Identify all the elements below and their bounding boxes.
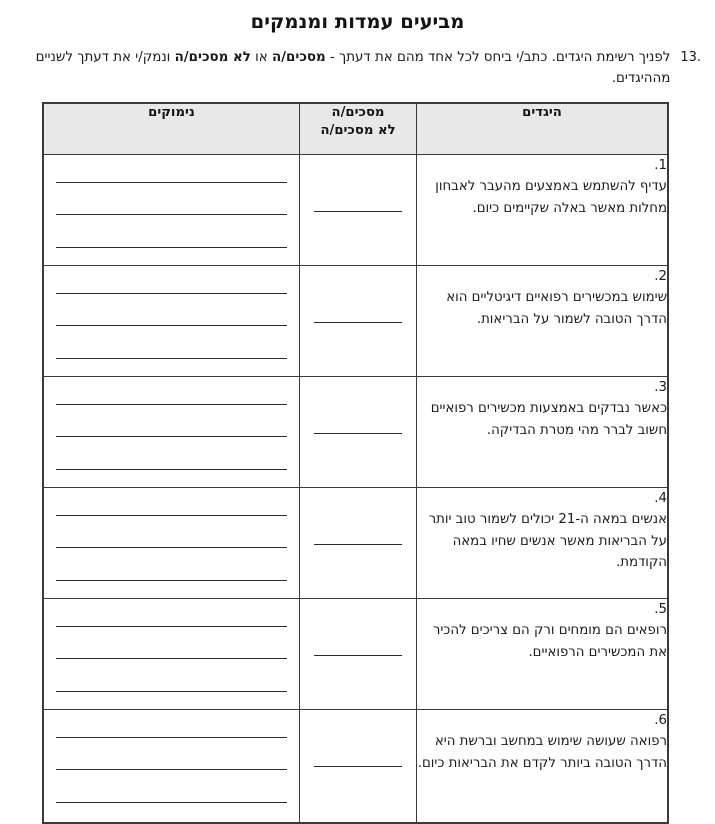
opinion-write-line[interactable] — [314, 322, 402, 323]
opinion-write-line[interactable] — [314, 211, 402, 212]
statement-cell-3 — [417, 376, 669, 487]
instruction-block — [0, 34, 715, 90]
table-body — [43, 154, 668, 823]
statement-cell-2 — [417, 265, 669, 376]
statement-text-5: רופאים הם מומחים ורק הם צריכים להכיר את המכשירים הרפואיים. — [432, 623, 667, 660]
reasons-write-line[interactable] — [56, 580, 287, 581]
instruction-text-part-3: ונמק/י את דעתך לשניים מההיגדים. — [35, 50, 671, 87]
reasons-write-line[interactable] — [56, 737, 287, 738]
column-header-reasons: נימוקים — [43, 103, 300, 155]
reasons-write-line[interactable] — [56, 469, 287, 470]
opinion-cell-1[interactable] — [300, 154, 417, 265]
opinion-write-line[interactable] — [314, 433, 402, 434]
opinion-cell-3[interactable] — [300, 376, 417, 487]
reasons-write-line[interactable] — [56, 404, 287, 405]
table-container — [0, 90, 715, 824]
statement-number-5: 5. — [654, 601, 667, 617]
table-row — [43, 154, 668, 265]
reasons-write-line[interactable] — [56, 691, 287, 692]
instruction-text-part-2: או — [250, 50, 272, 66]
reasons-write-line[interactable] — [56, 247, 287, 248]
instruction-number: 13. — [680, 50, 701, 66]
reasons-write-line[interactable] — [56, 802, 287, 803]
reasons-cell-1[interactable] — [43, 154, 300, 265]
opinion-cell-6[interactable] — [300, 709, 417, 823]
table-row — [43, 376, 668, 487]
statement-cell-6 — [417, 709, 669, 823]
reasons-cell-2[interactable] — [43, 265, 300, 376]
statement-number-6: 6. — [654, 712, 667, 728]
statement-text-4: אנשים במאה ה-21 יכולים לשמור טוב יותר על הבריאות מאשר אנשים שחיו במאה הקודמת. — [428, 512, 667, 571]
reasons-write-line[interactable] — [56, 358, 287, 359]
table-row — [43, 487, 668, 598]
reasons-write-line[interactable] — [56, 293, 287, 294]
column-header-opinion-disagree: לא מסכים/ה — [320, 122, 396, 138]
column-header-statements: היגדים — [417, 103, 669, 155]
column-header-opinion — [300, 103, 417, 155]
instruction-bold-agree: מסכים/ה — [271, 50, 326, 66]
statement-number-4: 4. — [654, 490, 667, 506]
opinion-cell-5[interactable] — [300, 598, 417, 709]
reasons-write-line[interactable] — [56, 547, 287, 548]
reasons-cell-5[interactable] — [43, 598, 300, 709]
statement-text-1: עדיף להשתמש באמצעים מהעבר לאבחון מחלות מאשר באלה שקיימים כיום. — [435, 179, 667, 216]
statement-cell-4 — [417, 487, 669, 598]
opinion-cell-4[interactable] — [300, 487, 417, 598]
column-header-opinion-agree: מסכים/ה — [331, 104, 385, 120]
page-title: מביעים עמדות ומנמקים — [250, 10, 465, 33]
reasons-write-line[interactable] — [56, 436, 287, 437]
reasons-write-line[interactable] — [56, 769, 287, 770]
instruction-text — [10, 48, 670, 90]
table-header — [43, 103, 668, 155]
instruction-bold-disagree: לא מסכים/ה — [174, 50, 251, 66]
statement-text-2: שימוש במכשירים רפואיים דיגיטליים הוא הדרך הטובה לשמור על הבריאות. — [446, 290, 667, 327]
statement-cell-1 — [417, 154, 669, 265]
statements-table — [42, 102, 669, 824]
reasons-write-line[interactable] — [56, 325, 287, 326]
reasons-write-line[interactable] — [56, 515, 287, 516]
reasons-write-line[interactable] — [56, 626, 287, 627]
reasons-write-line[interactable] — [56, 182, 287, 183]
reasons-cell-6[interactable] — [43, 709, 300, 823]
statement-number-2: 2. — [654, 268, 667, 284]
opinion-write-line[interactable] — [314, 655, 402, 656]
reasons-write-line[interactable] — [56, 658, 287, 659]
reasons-cell-3[interactable] — [43, 376, 300, 487]
reasons-write-line[interactable] — [56, 214, 287, 215]
table-row — [43, 265, 668, 376]
table-row — [43, 709, 668, 823]
table-header-row — [43, 103, 668, 155]
opinion-cell-2[interactable] — [300, 265, 417, 376]
statement-text-3: כאשר נבדקים באמצעות מכשירים רפואיים חשוב לברר מהי מטרת הבדיקה. — [430, 401, 667, 438]
statement-cell-5 — [417, 598, 669, 709]
table-row — [43, 598, 668, 709]
reasons-cell-4[interactable] — [43, 487, 300, 598]
instruction-text-part-1: לפניך רשימת היגדים. כתב/י ביחס לכל אחד מהם את דעתך - — [325, 50, 671, 66]
opinion-write-line[interactable] — [314, 544, 402, 545]
statement-text-6: רפואה שעושה שימוש במחשב וברשת היא הדרך הטובה ביותר לקדם את הבריאות כיום. — [417, 734, 667, 771]
statement-number-3: 3. — [654, 379, 667, 395]
statement-number-1: 1. — [654, 157, 667, 173]
opinion-write-line[interactable] — [314, 766, 402, 767]
